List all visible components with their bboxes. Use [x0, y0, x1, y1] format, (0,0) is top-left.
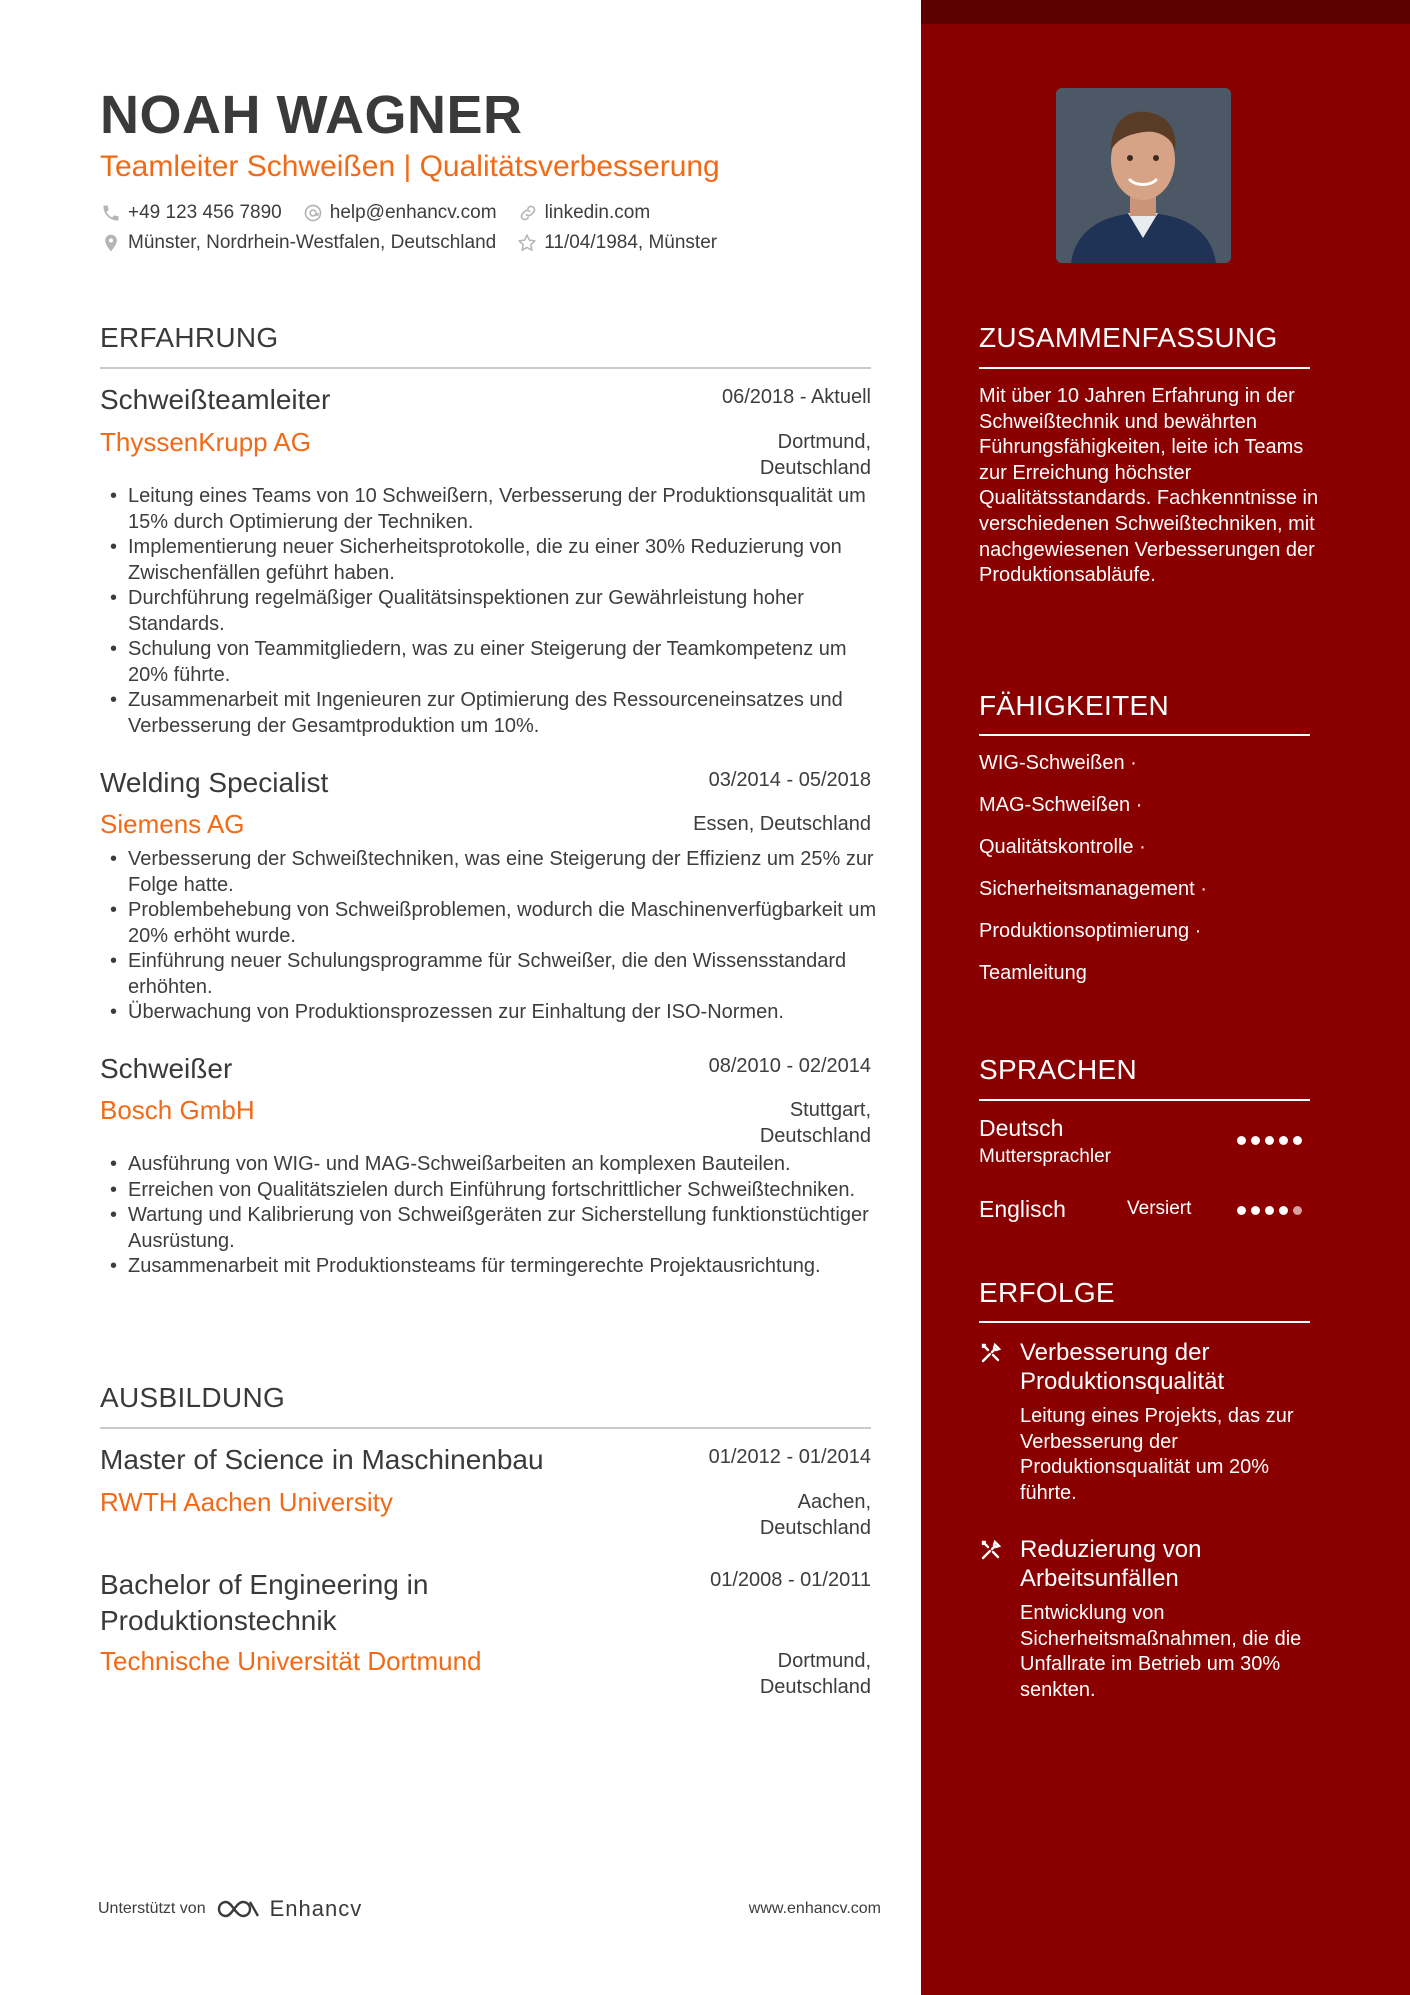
- job-date: 03/2014 - 05/2018: [708, 769, 871, 791]
- location-pin-icon: [100, 232, 122, 254]
- phone-icon: [100, 202, 122, 224]
- bullet-item: • Verbesserung der Schweißtechniken, was eine Steigerung der Effizienz um 25% zur Folge hatte.: [100, 847, 880, 898]
- link-icon: [517, 202, 539, 224]
- job-title: Schweißer: [100, 1053, 233, 1084]
- contact-birth: [516, 232, 717, 254]
- powered-by-label: Unterstützt von: [98, 1900, 206, 1917]
- bullet-item: • Zusammenarbeit mit Produktionsteams für termingerechte Projektausrichtung.: [100, 1254, 880, 1280]
- bullet-item: • Zusammenarbeit mit Ingenieuren zur Optimierung des Ressourceneinsatzes und Verbesserung der Gesamtproduktion um 10%.: [100, 688, 880, 739]
- section-title-summary: ZUSAMMENFASSUNG: [979, 322, 1278, 353]
- enhancv-logo[interactable]: [216, 1896, 363, 1922]
- bullet-item: • Leitung eines Teams von 10 Schweißern, Verbesserung der Produktionsqualität um 15% durch Optimierung der Techniken.: [100, 484, 880, 535]
- section-title-experience: ERFAHRUNG: [100, 322, 279, 353]
- rating-dot: [1251, 1206, 1260, 1215]
- candidate-subtitle: Teamleiter Schweißen | Qualitätsverbesserung: [100, 150, 720, 183]
- job-bullets: [100, 484, 880, 739]
- achievement-text: Leitung eines Projekts, das zur Verbesserung der Produktionsqualität um 20% führte.: [1020, 1405, 1294, 1504]
- skill-item: WIG-Schweißen ·: [979, 752, 1137, 774]
- section-divider: [979, 367, 1310, 369]
- skill-item: MAG-Schweißen ·: [979, 794, 1143, 816]
- birth-text: 11/04/1984, Münster: [544, 232, 718, 253]
- section-divider: [100, 367, 871, 369]
- footer-powered-by: [98, 1896, 362, 1922]
- job-date: 08/2010 - 02/2014: [708, 1055, 871, 1077]
- contact-row-2: [100, 232, 737, 254]
- achievement-title: Verbesserung der Produktionsqualität: [1020, 1339, 1225, 1395]
- company-name[interactable]: Bosch GmbH: [100, 1095, 255, 1125]
- job-location: Essen, Deutschland: [693, 813, 871, 835]
- bullet-item: • Erreichen von Qualitätszielen durch Einführung fortschrittlicher Schweißtechniken.: [100, 1178, 880, 1204]
- job-title: Schweißteamleiter: [100, 384, 331, 415]
- achievement-title: Reduzierung von Arbeitsunfällen: [1020, 1536, 1202, 1592]
- section-title-education: AUSBILDUNG: [100, 1382, 286, 1413]
- education-date: 01/2008 - 01/2011: [710, 1569, 871, 1591]
- rating-dot-empty: [1293, 1206, 1302, 1215]
- school-name[interactable]: Technische Universität Dortmund: [100, 1646, 482, 1676]
- job-bullets: [100, 847, 880, 1026]
- at-icon: [302, 202, 324, 224]
- location-text: Münster, Nordrhein-Westfalen, Deutschland: [128, 232, 497, 253]
- wrench-screwdriver-icon: [979, 1538, 1003, 1562]
- achievement-text: Entwicklung von Sicherheitsmaßnahmen, die die Unfallrate im Betrieb um 30% senkten.: [1020, 1602, 1302, 1701]
- rating-dot: [1279, 1206, 1288, 1215]
- star-icon: [516, 232, 538, 254]
- job-location: Stuttgart, Deutschland: [759, 1099, 871, 1147]
- bullet-item: • Einführung neuer Schulungsprogramme für Schweißer, die den Wissensstandard erhöhten.: [100, 949, 880, 1000]
- education-location: Dortmund, Deutschland: [759, 1650, 871, 1698]
- phone-text: +49 123 456 7890: [128, 202, 282, 223]
- language-name: Deutsch: [979, 1115, 1064, 1141]
- bullet-item: • Durchführung regelmäßiger Qualitätsinspektionen zur Gewährleistung hoher Standards.: [100, 586, 880, 637]
- linkedin-text: linkedin.com: [544, 202, 651, 223]
- email-text: help@enhancv.com: [329, 202, 497, 223]
- language-level: Versiert: [1127, 1198, 1192, 1219]
- language-level: Muttersprachler: [979, 1146, 1111, 1167]
- school-name[interactable]: RWTH Aachen University: [100, 1487, 393, 1517]
- bullet-item: • Implementierung neuer Sicherheitsprotokolle, die zu einer 30% Reduzierung von Zwischenfällen geführt haben.: [100, 535, 880, 586]
- rating-dot: [1279, 1136, 1288, 1145]
- degree-title: Master of Science in Maschinenbau: [100, 1444, 544, 1475]
- skill-item: Teamleitung: [979, 962, 1087, 984]
- section-divider: [979, 734, 1310, 736]
- language-name: Englisch: [979, 1196, 1066, 1222]
- education-date: 01/2012 - 01/2014: [708, 1446, 871, 1468]
- contact-linkedin[interactable]: [517, 202, 651, 224]
- company-name[interactable]: Siemens AG: [100, 809, 245, 839]
- language-rating-dots: [1237, 1206, 1307, 1215]
- rating-dot: [1265, 1206, 1274, 1215]
- degree-title: Bachelor of Engineering in Produktionstechnik: [100, 1569, 429, 1636]
- rating-dot: [1251, 1136, 1260, 1145]
- section-divider: [100, 1427, 871, 1429]
- contact-email[interactable]: [302, 202, 497, 224]
- contact-location: [100, 232, 496, 254]
- language-rating-dots: [1237, 1136, 1307, 1145]
- bullet-item: • Ausführung von WIG- und MAG-Schweißarbeiten an komplexen Bauteilen.: [100, 1152, 880, 1178]
- profile-photo: [1056, 88, 1231, 263]
- enhancv-logo-icon: [216, 1897, 262, 1921]
- job-date: 06/2018 - Aktuell: [722, 386, 871, 408]
- job-bullets: [100, 1152, 880, 1280]
- rating-dot: [1293, 1136, 1302, 1145]
- section-title-skills: FÄHIGKEITEN: [979, 690, 1169, 721]
- company-name[interactable]: ThyssenKrupp AG: [100, 427, 311, 457]
- section-title-achievements: ERFOLGE: [979, 1277, 1115, 1308]
- job-location: Dortmund, Deutschland: [759, 431, 871, 479]
- candidate-name: NOAH WAGNER: [100, 85, 523, 145]
- contact-phone[interactable]: [100, 202, 282, 224]
- education-location: Aachen, Deutschland: [759, 1491, 871, 1539]
- skill-item: Sicherheitsmanagement ·: [979, 878, 1207, 900]
- wrench-screwdriver-icon: [979, 1341, 1003, 1365]
- sidebar-top-band: [921, 0, 1410, 24]
- profile-photo-image: [1056, 88, 1231, 263]
- skill-item: Qualitätskontrolle ·: [979, 836, 1146, 858]
- rating-dot: [1265, 1136, 1274, 1145]
- sidebar: [921, 0, 1410, 1995]
- bullet-item: • Schulung von Teammitgliedern, was zu einer Steigerung der Teamkompetenz um 20% führte.: [100, 637, 880, 688]
- section-title-languages: SPRACHEN: [979, 1054, 1137, 1085]
- bullet-item: • Wartung und Kalibrierung von Schweißgeräten zur Sicherstellung funktionstüchtiger Ausrüstung.: [100, 1203, 880, 1254]
- summary-text: Mit über 10 Jahren Erfahrung in der Schweißtechnik und bewährten Führungsfähigkeiten, leite ich Teams zur Erreichung höchster Qualitätsstandards. Fachkenntnisse in verschiedenen Schweißtechniken, mit nachgewiesenen Verbesserungen der Produktionsabläufe.: [979, 385, 1319, 587]
- rating-dot: [1237, 1206, 1246, 1215]
- brand-name: Enhancv: [269, 1896, 363, 1921]
- section-divider: [979, 1099, 1310, 1101]
- footer-url[interactable]: www.enhancv.com: [748, 1900, 881, 1917]
- bullet-item: • Problembehebung von Schweißproblemen, wodurch die Maschinenverfügbarkeit um 20% erhöht wurde.: [100, 898, 880, 949]
- section-divider: [979, 1321, 1310, 1323]
- contact-row-1: [100, 202, 670, 224]
- bullet-item: • Überwachung von Produktionsprozessen zur Einhaltung der ISO-Normen.: [100, 1000, 880, 1026]
- rating-dot: [1237, 1136, 1246, 1145]
- skill-item: Produktionsoptimierung ·: [979, 920, 1202, 942]
- job-title: Welding Specialist: [100, 767, 329, 798]
